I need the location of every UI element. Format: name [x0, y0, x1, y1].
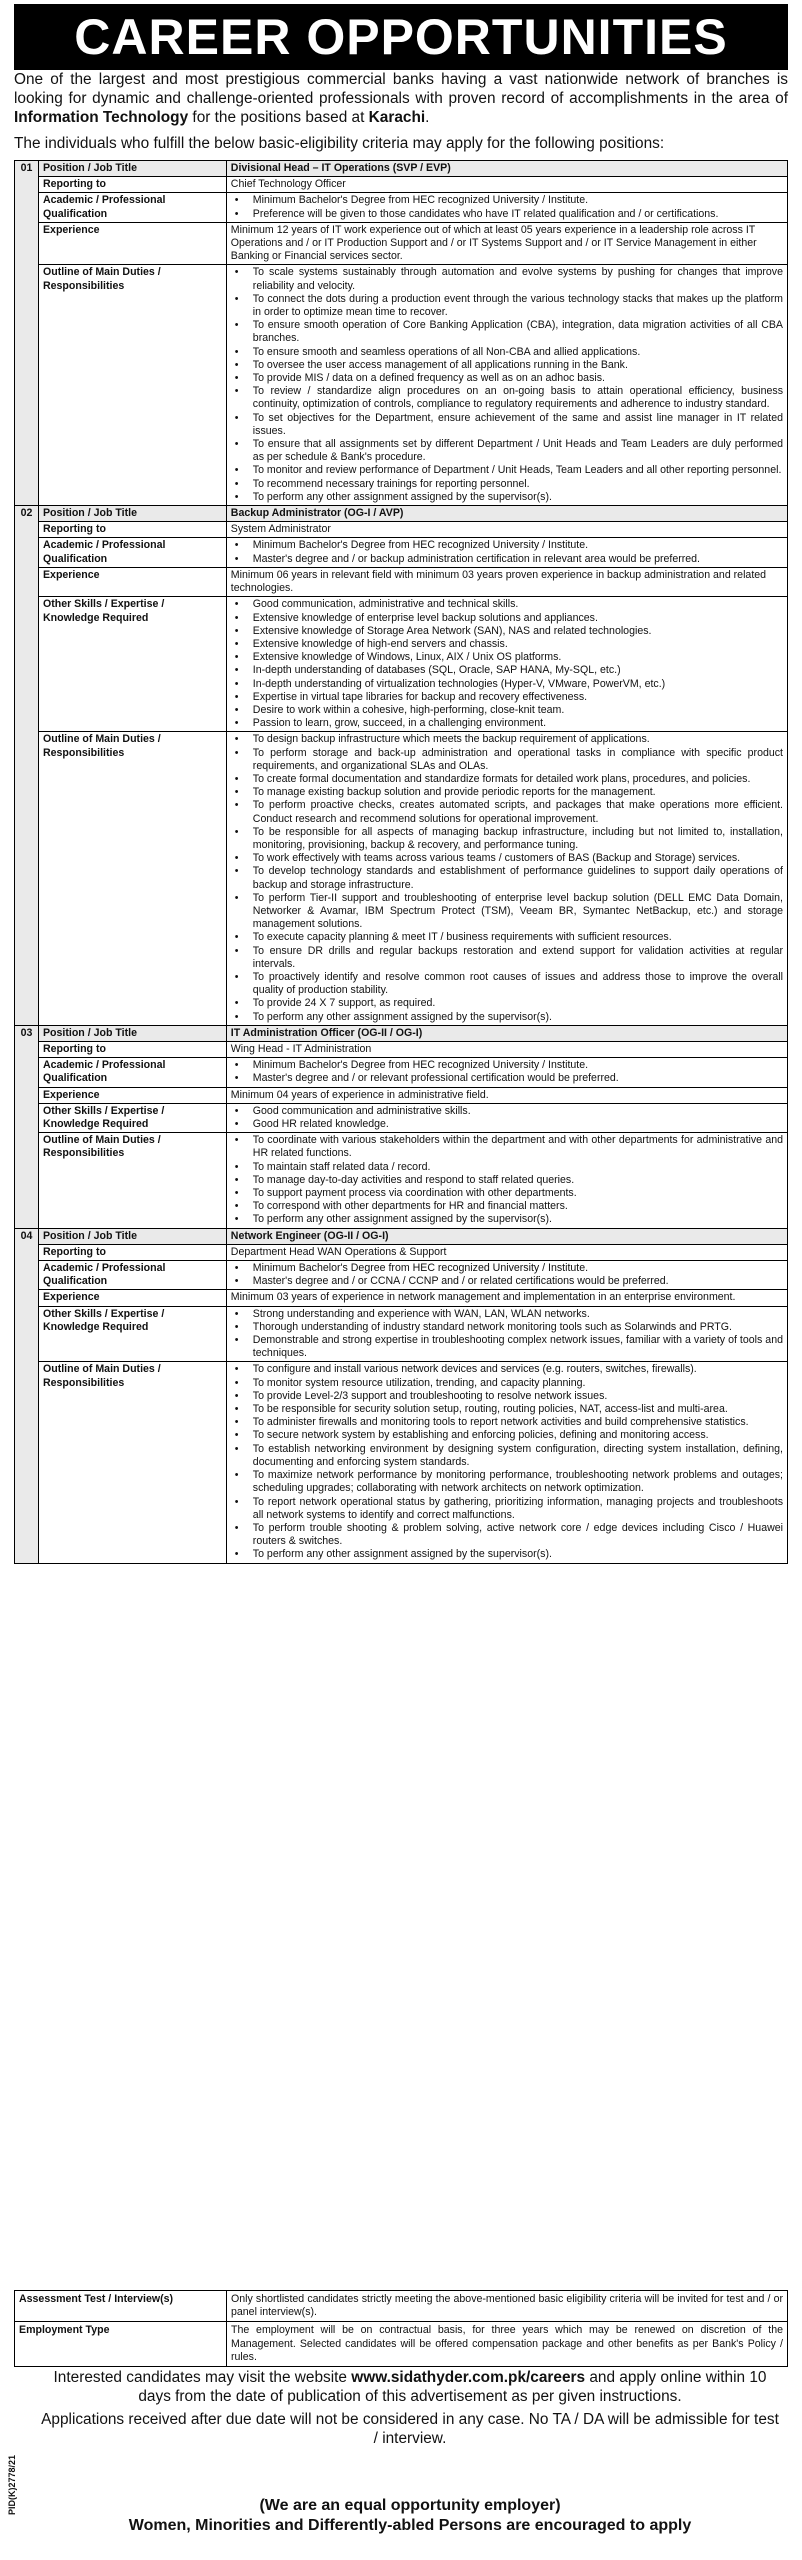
skills-label: Other Skills / Expertise / Knowledge Required	[38, 597, 226, 732]
bullet-item: • To ensure smooth operation of Core Banking Application (CBA), integration, data migration activities of all CBA branches.	[231, 319, 783, 345]
job-02-row	[15, 506, 788, 522]
skills-list	[231, 598, 783, 730]
job-01-row	[15, 265, 788, 506]
bullet-item: • To perform Tier-II support and troubleshooting of enterprise level backup solution (DELL EMC Data Domain, Networker & Avamar, IBM Spectrum Protect (TSM), Veeam BR, Symantec NetBackup, etc.) and storage management solutions.	[231, 892, 783, 932]
bullet-item: • To maintain staff related data / record.	[231, 1161, 783, 1174]
intro-city: Karachi	[368, 109, 426, 126]
bullet-item: • To develop technology standards and establishment of performance guidelines to support daily operations of backup and storage infrastructure.	[231, 865, 783, 891]
encouraged-text: Women, Minorities and Differently-abled Persons are encouraged to apply	[128, 2517, 692, 2534]
bullet-item: • Desire to work within a cohesive, high-performing, close-knit team.	[231, 704, 783, 717]
reporting-to: Chief Technology Officer	[226, 177, 787, 193]
bullet-item: • Extensive knowledge of Storage Area Network (SAN), NAS and related technologies.	[231, 625, 783, 638]
bullet-item: • To provide Level-2/3 support and troubleshooting to resolve network issues.	[231, 1390, 783, 1403]
bullet-item: • Extensive knowledge of enterprise level backup solutions and appliances.	[231, 612, 783, 625]
job-03-row	[15, 1133, 788, 1228]
job-title: Backup Administrator (OG-I / AVP)	[226, 506, 787, 522]
bullet-item: • To create formal documentation and standardize formats for detailed work plans, procedures, and policies.	[231, 773, 783, 786]
bullet-item: • Extensive knowledge of high-end servers and chassis.	[231, 638, 783, 651]
job-01-row	[15, 161, 788, 177]
duties-list	[231, 1134, 783, 1226]
late-notice: Applications received after due date will not be considered in any case. No TA / DA will be admissible for test / interview.	[41, 2411, 779, 2447]
bullet-item: • To maximize network performance by monitoring performance, troubleshooting network problems and outages; scheduling upgrades; collaborating with network architects on network optimization.	[231, 1469, 783, 1495]
position-number: 03	[15, 1025, 39, 1228]
reporting-to: System Administrator	[226, 522, 787, 538]
duties-list	[231, 733, 783, 1023]
duties-label: Outline of Main Duties / Responsibilities	[38, 1362, 226, 1563]
skills	[226, 1103, 787, 1132]
bullet-item: • To recommend necessary trainings for reporting personnel.	[231, 478, 783, 491]
intro-text-middle: for the positions based at	[188, 109, 369, 126]
reporting-to: Wing Head - IT Administration	[226, 1042, 787, 1058]
bullet-item: • Minimum Bachelor's Degree from HEC recognized University / Institute.	[231, 539, 783, 552]
bullet-item: • To ensure smooth and seamless operations of all Non-CBA and allied applications.	[231, 346, 783, 359]
terms-table	[14, 2290, 788, 2367]
intro-paragraph	[14, 70, 788, 127]
bullet-item: • To manage existing backup solution and provide periodic reports for the management.	[231, 786, 783, 799]
bullet-item: • To monitor and review performance of Department / Unit Heads, Team Leaders and all other reporting personnel.	[231, 464, 783, 477]
employment-text: The employment will be on contractual basis, for three years which may be renewed on discretion of the Management. Selected candidates will be offered compensation package and other benefits as per Bank's Policy / rules.	[227, 2322, 788, 2367]
academic-qualification	[226, 538, 787, 567]
intro-highlight: Information Technology	[14, 109, 189, 126]
intro-text-end: .	[425, 109, 430, 126]
academic-qualification	[226, 1261, 787, 1290]
skills-list	[231, 1105, 783, 1131]
job-02-row	[15, 732, 788, 1025]
skills	[226, 597, 787, 732]
duties	[226, 265, 787, 506]
bullet-item: • Minimum Bachelor's Degree from HEC recognized University / Institute.	[231, 1059, 783, 1072]
bullet-item: • To perform any other assignment assigned by the supervisor(s).	[231, 1548, 783, 1561]
bullet-item: • Master's degree and / or CCNA / CCNP and / or related certifications would be preferred.	[231, 1275, 783, 1288]
job-02-row	[15, 597, 788, 732]
experience-text: Minimum 03 years of experience in network management and implementation in an enterprise environment.	[226, 1290, 787, 1306]
job-04-row	[15, 1261, 788, 1290]
bullet-item: • Extensive knowledge of Windows, Linux, AIX / Unix OS platforms.	[231, 651, 783, 664]
bullet-item: • To support payment process via coordination with other departments.	[231, 1187, 783, 1200]
bullet-item: • In-depth understanding of databases (SQL, Oracle, SAP HANA, My-SQL, etc.)	[231, 664, 783, 677]
bullet-item: • To be responsible for security solution setup, routing, routing policies, NAT, access-list and multi-area.	[231, 1403, 783, 1416]
job-03-row	[15, 1103, 788, 1132]
bullet-item: • To secure network system by establishing and enforcing policies, defining and monitoring access.	[231, 1429, 783, 1442]
bullet-item: • To be responsible for all aspects of managing backup infrastructure, including but not limited to, installation, monitoring, provisioning, backup & recovery, and performance tuning.	[231, 826, 783, 852]
job-01-row	[15, 222, 788, 265]
bullet-item: • To scale systems sustainably through automation and evolve systems by pushing for changes that improve reliability and velocity.	[231, 266, 783, 292]
bullet-item: • In-depth understanding of virtualization technologies (Hyper-V, VMware, PowerVM, etc.)	[231, 678, 783, 691]
employment-label: Employment Type	[15, 2322, 227, 2367]
equal-opportunity-text: (We are an equal opportunity employer)	[259, 2497, 561, 2514]
apply-instructions	[40, 2368, 780, 2406]
pid-code: PID(K)2778/21	[7, 2454, 17, 2515]
duties	[226, 1362, 787, 1563]
position-label: Position / Job Title	[38, 506, 226, 522]
bullet-item: • To coordinate with various stakeholders within the department and with other departments for administrative and HR related functions.	[231, 1134, 783, 1160]
duties-list	[231, 1363, 783, 1561]
bullet-item: • To work effectively with teams across various teams / customers of BAS (Backup and Storage) services.	[231, 852, 783, 865]
bullet-item: • Master's degree and / or relevant professional certification would be preferred.	[231, 1072, 783, 1085]
bullet-item: • To perform any other assignment assigned by the supervisor(s).	[231, 1213, 783, 1226]
academic-qualification	[226, 193, 787, 222]
bullet-item: • To review / standardize align procedures on an on-going basis to attain operational efficiency, business continuity, optimization of controls, compliance to regulatory requirements and adherence to industry standard.	[231, 385, 783, 411]
bullet-item: • To connect the dots during a production event through the various technology stacks that makes up the platform in order to optimize mean time to recover.	[231, 293, 783, 319]
job-04-row	[15, 1228, 788, 1244]
job-03-row	[15, 1025, 788, 1041]
experience-label: Experience	[38, 567, 226, 596]
bullet-item: • To ensure DR drills and regular backups restoration and extend support for validation activities at regular intervals.	[231, 945, 783, 971]
skills-label: Other Skills / Expertise / Knowledge Required	[38, 1306, 226, 1362]
job-01-row	[15, 177, 788, 193]
bullet-item: • Minimum Bachelor's Degree from HEC recognized University / Institute.	[231, 194, 783, 207]
page-header	[14, 4, 788, 70]
assessment-text: Only shortlisted candidates strictly meeting the above-mentioned basic eligibility criteria will be invited for test and / or panel interview(s).	[227, 2291, 788, 2322]
employment-row	[15, 2322, 788, 2367]
experience-label: Experience	[38, 1290, 226, 1306]
bullet-item: • To perform trouble shooting & problem solving, active network core / edge devices including Cisco / Huawei routers & switches.	[231, 1522, 783, 1548]
bullet-item: • To correspond with other departments for HR and financial matters.	[231, 1200, 783, 1213]
positions-table	[14, 160, 788, 1564]
bullet-item: • Demonstrable and strong expertise in troubleshooting complex network issues, familiar with a variety of tools and techniques.	[231, 1334, 783, 1360]
position-number: 04	[15, 1228, 39, 1563]
bullet-item: • To manage day-to-day activities and respond to staff related queries.	[231, 1174, 783, 1187]
academic-label: Academic / Professional Qualification	[38, 1058, 226, 1087]
visit-after: and apply online within 10 days from the date of publication of this advertisement as per given instructions.	[138, 2369, 767, 2405]
bullet-item: • To provide MIS / data on a defined frequency as well as on an adhoc basis.	[231, 372, 783, 385]
job-04-row	[15, 1290, 788, 1306]
experience-text: Minimum 06 years in relevant field with minimum 03 years proven experience in backup administration and related technologies.	[226, 567, 787, 596]
job-02-row	[15, 538, 788, 567]
experience-text: Minimum 12 years of IT work experience out of which at least 05 years experience in a leadership role across IT Operations and / or IT Production Support and / or IT Systems Support and / or IT Service Management in either Banking or Financial services sector.	[226, 222, 787, 265]
duties	[226, 732, 787, 1025]
job-03-row	[15, 1087, 788, 1103]
academic-qualification-list	[231, 1059, 783, 1085]
bullet-item: • Strong understanding and experience with WAN, LAN, WLAN networks.	[231, 1308, 783, 1321]
bullet-item: • Good HR related knowledge.	[231, 1118, 783, 1131]
bullet-item: • To establish networking environment by designing system configuration, directing system installation, defining, documenting and enforcing system standards.	[231, 1443, 783, 1469]
bullet-item: • Master's degree and / or backup administration certification in relevant area would be preferred.	[231, 553, 783, 566]
academic-qualification-list	[231, 1262, 783, 1288]
job-title: Divisional Head – IT Operations (SVP / EVP)	[226, 161, 787, 177]
equal-opportunity-block	[40, 2496, 780, 2536]
job-title: Network Engineer (OG-II / OG-I)	[226, 1228, 787, 1244]
position-label: Position / Job Title	[38, 1228, 226, 1244]
bullet-item: • To perform any other assignment assigned by the supervisor(s).	[231, 1011, 783, 1024]
academic-label: Academic / Professional Qualification	[38, 538, 226, 567]
careers-website-link[interactable]: www.sidathyder.com.pk/careers	[351, 2369, 586, 2386]
job-02-row	[15, 522, 788, 538]
bullet-item: • To administer firewalls and monitoring tools to report network activities and build comprehensive statistics.	[231, 1416, 783, 1429]
bullet-item: • To set objectives for the Department, ensure achievement of the same and assist line manager in IT related issues.	[231, 412, 783, 438]
academic-qualification-list	[231, 194, 783, 220]
bullet-item: • To execute capacity planning & meet IT / business requirements with sufficient resources.	[231, 931, 783, 944]
reporting-label: Reporting to	[38, 177, 226, 193]
job-01-row	[15, 193, 788, 222]
bullet-item: • Good communication, administrative and technical skills.	[231, 598, 783, 611]
bullet-item: • To oversee the user access management of all applications running in the Bank.	[231, 359, 783, 372]
skills-list	[231, 1308, 783, 1361]
job-title: IT Administration Officer (OG-II / OG-I)	[226, 1025, 787, 1041]
academic-label: Academic / Professional Qualification	[38, 193, 226, 222]
skills	[226, 1306, 787, 1362]
bullet-item: • To perform proactive checks, creates automated scripts, and packages that make operations more efficient. Conduct research and recommend solutions for operational improvement.	[231, 799, 783, 825]
duties-label: Outline of Main Duties / Responsibilities	[38, 1133, 226, 1228]
job-04-row	[15, 1362, 788, 1563]
bullet-item: • To ensure that all assignments set by different Department / Unit Heads and Team Leaders are duly performed as per schedule & Bank's procedure.	[231, 438, 783, 464]
bullet-item: • Thorough understanding of industry standard network monitoring tools such as Solarwinds and PRTG.	[231, 1321, 783, 1334]
job-03-row	[15, 1058, 788, 1087]
reporting-label: Reporting to	[38, 1244, 226, 1260]
assessment-row	[15, 2291, 788, 2322]
bullet-item: • Good communication and administrative skills.	[231, 1105, 783, 1118]
position-number: 01	[15, 161, 39, 506]
reporting-label: Reporting to	[38, 522, 226, 538]
job-02-row	[15, 567, 788, 596]
reporting-label: Reporting to	[38, 1042, 226, 1058]
academic-label: Academic / Professional Qualification	[38, 1261, 226, 1290]
duties-label: Outline of Main Duties / Responsibilities	[38, 265, 226, 506]
bullet-item: • To proactively identify and resolve common root causes of issues and address those to improve the overall quality of production stability.	[231, 971, 783, 997]
bullet-item: • To configure and install various network devices and services (e.g. routers, switches, firewalls).	[231, 1363, 783, 1376]
experience-label: Experience	[38, 1087, 226, 1103]
duties	[226, 1133, 787, 1228]
job-03-row	[15, 1042, 788, 1058]
skills-label: Other Skills / Expertise / Knowledge Required	[38, 1103, 226, 1132]
intro-line2: The individuals who fulfill the below basic-eligibility criteria may apply for the following positions:	[14, 135, 665, 152]
bullet-item: • To report network operational status by gathering, prioritizing information, managing projects and troubleshoots all network systems to identify and correct malfunctions.	[231, 1496, 783, 1522]
experience-label: Experience	[38, 222, 226, 265]
page-title: CAREER OPPORTUNITIES	[74, 9, 728, 65]
bullet-item: • Preference will be given to those candidates who have IT related qualification and / or certifications.	[231, 208, 783, 221]
bullet-item: • To monitor system resource utilization, trending, and capacity planning.	[231, 1377, 783, 1390]
experience-text: Minimum 04 years of experience in administrative field.	[226, 1087, 787, 1103]
position-label: Position / Job Title	[38, 161, 226, 177]
duties-list	[231, 266, 783, 504]
footer	[40, 2368, 780, 2452]
bullet-item: • Expertise in virtual tape libraries for backup and recovery effectiveness.	[231, 691, 783, 704]
duties-label: Outline of Main Duties / Responsibilities	[38, 732, 226, 1025]
position-number: 02	[15, 506, 39, 1026]
intro-text-before: One of the largest and most prestigious commercial banks having a vast nationwide network of branches is looking for dynamic and challenge-oriented professionals with proven record of accomplishments in the area of	[14, 71, 788, 107]
bullet-item: • Passion to learn, grow, succeed, in a challenging environment.	[231, 717, 783, 730]
bullet-item: • To perform storage and back-up administration and operational tasks in compliance with specific product requirements, and organizational SLAs and OLAs.	[231, 747, 783, 773]
bullet-item: • To design backup infrastructure which meets the backup requirement of applications.	[231, 733, 783, 746]
reporting-to: Department Head WAN Operations & Support	[226, 1244, 787, 1260]
bullet-item: • Minimum Bachelor's Degree from HEC recognized University / Institute.	[231, 1262, 783, 1275]
assessment-label: Assessment Test / Interview(s)	[15, 2291, 227, 2322]
bullet-item: • To perform any other assignment assigned by the supervisor(s).	[231, 491, 783, 504]
job-04-row	[15, 1306, 788, 1362]
academic-qualification-list	[231, 539, 783, 565]
job-04-row	[15, 1244, 788, 1260]
bullet-item: • To provide 24 X 7 support, as required.	[231, 997, 783, 1010]
position-label: Position / Job Title	[38, 1025, 226, 1041]
academic-qualification	[226, 1058, 787, 1087]
visit-before: Interested candidates may visit the website	[53, 2369, 352, 2386]
